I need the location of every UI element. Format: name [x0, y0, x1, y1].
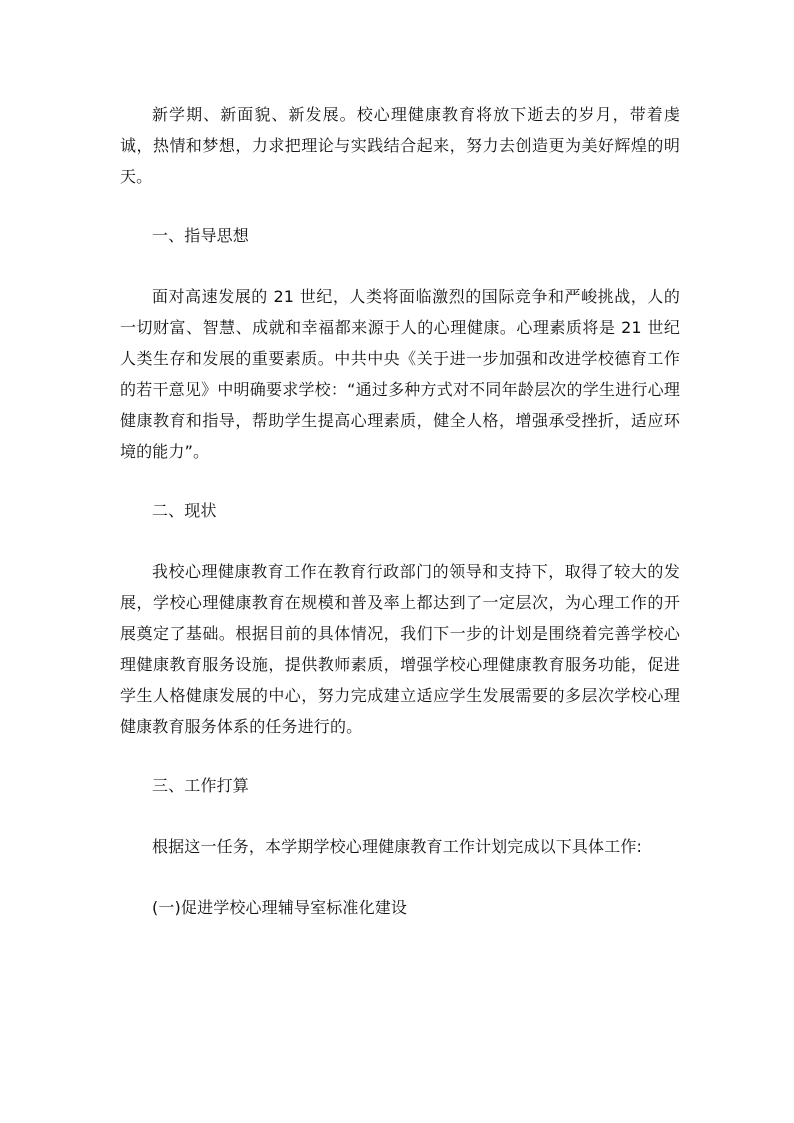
section-heading-guiding-ideology: 一、指导思想 [152, 226, 249, 245]
guiding-ideology-paragraph: 面对高速发展的 21 世纪，人类将面临激烈的国际竞争和严峻挑战，人的一切财富、智慧、成就和幸福都来源于人的心理健康。心理素质将是 21 世纪人类生存和发展的重要素质。中共中央《关于进一步加强和改进学校德育工作的若干意见》中明确要求学校：“通过多种方式对不同年龄层次的学生进行心理健康教育和指导，帮助学生提高心理素质，健全人格，增强承受挫折，适应环境的能力”。 [120, 287, 680, 461]
document-page [120, 99, 680, 923]
intro-paragraph: 新学期、新面貌、新发展。校心理健康教育将放下逝去的岁月，带着虔诚，热情和梦想，力求把理论与实践结合起来，努力去创造更为美好辉煌的明天。 [120, 105, 680, 186]
work-plan-paragraph: 根据这一任务，本学期学校心理健康教育工作计划完成以下具体工作: [152, 837, 643, 856]
section-heading-work-plan: 三、工作打算 [152, 776, 249, 795]
subsection-heading-counseling-room: (一)促进学校心理辅导室标准化建设 [152, 898, 408, 917]
current-status-paragraph: 我校心理健康教育工作在教育行政部门的领导和支持下，取得了较大的发展，学校心理健康教育在规模和普及率上都达到了一定层次，为心理工作的开展奠定了基础。根据目前的具体情况，我们下一步的计划是围绕着完善学校心理健康教育服务设施，提供教师素质，增强学校心理健康教育服务功能，促进学生人格健康发展的中心，努力完成建立适应学生发展需要的多层次学校心理健康教育服务体系的任务进行的。 [120, 562, 680, 736]
section-heading-current-status: 二、现状 [152, 501, 217, 520]
